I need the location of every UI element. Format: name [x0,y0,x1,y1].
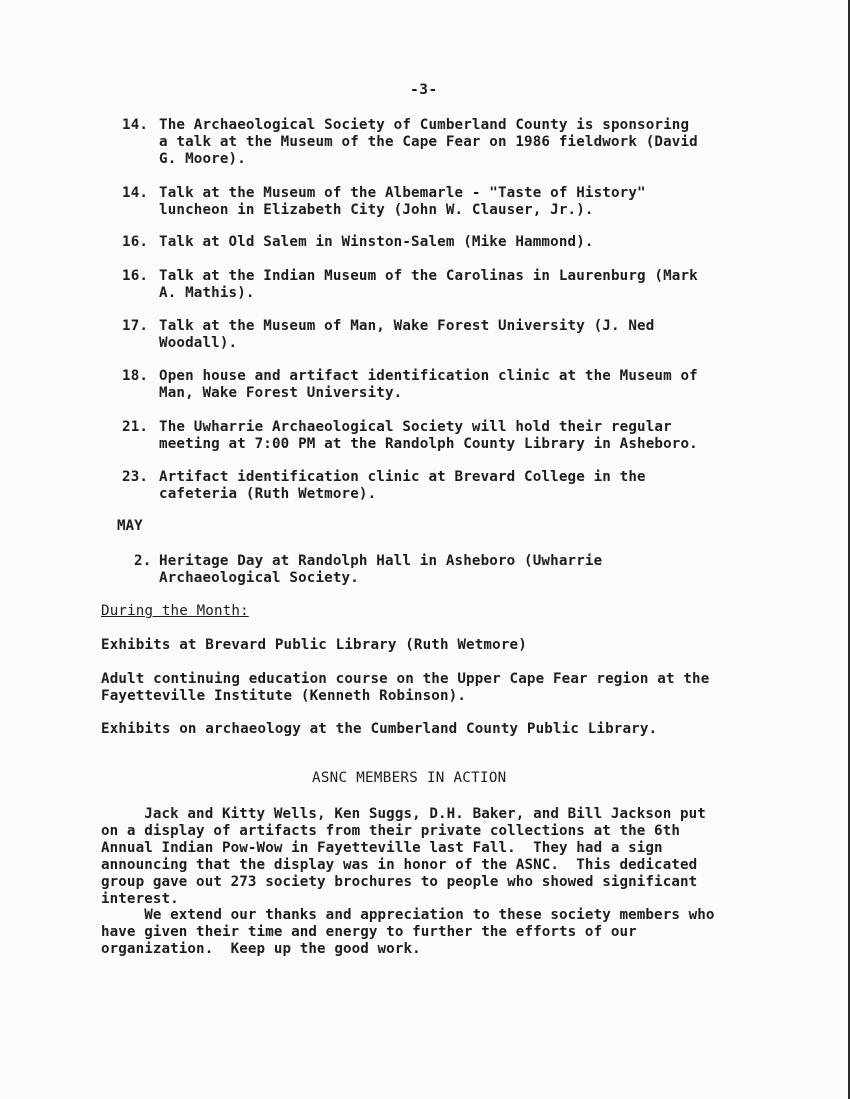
narrative-paragraph: Jack and Kitty Wells, Ken Suggs, D.H. Baker, and Bill Jackson put on a display of artifacts from their private collections at the 6th Annual Indian Pow-Wow in Fayetteville last Fall. They had a sign announcing that the display was in honor of the ASNC. This dedicated group gave out 273 society brochures to people who showed significant interest. We extend our thanks and appreciation to these society members who have given their time and energy to further the efforts of our organization. Keep up the good work. [101,806,715,958]
item-number: 16. [122,268,149,284]
item-number: 16. [122,234,149,250]
list-item [122,318,702,352]
item-number: 18. [122,368,149,384]
list-item [122,234,702,251]
item-text: Open house and artifact identification clinic at the Museum of Man, Wake Forest University. [159,368,698,401]
item-text: Talk at the Indian Museum of the Carolinas in Laurenburg (Mark A. Mathis). [159,268,698,301]
item-number: 14. [122,185,149,201]
item-text: Talk at Old Salem in Winston-Salem (Mike Hammond). [159,234,594,250]
item-number: 23. [122,469,149,485]
item-text: The Uwharrie Archaeological Society will hold their regular meeting at 7:00 PM at the Randolph County Library in Asheboro. [159,419,698,452]
month-paragraph: Exhibits at Brevard Public Library (Ruth Wetmore) [101,637,527,653]
list-item [122,185,702,219]
item-text: Artifact identification clinic at Brevard College in the cafeteria (Ruth Wetmore). [159,469,646,502]
item-number: 14. [122,117,149,133]
item-number: 21. [122,419,149,435]
item-text: Talk at the Museum of Man, Wake Forest University (J. Ned Woodall). [159,318,655,351]
month-paragraph: Adult continuing education course on the Upper Cape Fear region at the Fayetteville Institute (Kenneth Robinson). [101,671,710,704]
list-item [122,117,702,168]
list-item [122,368,702,402]
month-paragraph: Exhibits on archaeology at the Cumberland County Public Library. [101,721,658,737]
item-number: 17. [122,318,149,334]
list-item [122,553,702,587]
list-item [122,469,702,503]
item-text: Heritage Day at Randolph Hall in Asheboro (Uwharrie Archaeological Society. [159,553,603,586]
item-text: The Archaeological Society of Cumberland County is sponsoring a talk at the Museum of the Cape Fear on 1986 fieldwork (David G. Moore). [159,117,698,167]
during-month-heading: During the Month: [101,603,249,619]
section-heading: ASNC MEMBERS IN ACTION [312,770,507,786]
page-number: -3- [410,82,438,98]
item-number: 2. [134,553,152,569]
item-text: Talk at the Museum of the Albemarle - "Taste of History" luncheon in Elizabeth City (John W. Clauser, Jr.). [159,185,646,218]
month-heading: MAY [117,518,143,534]
list-item [122,419,702,453]
list-item [122,268,702,302]
